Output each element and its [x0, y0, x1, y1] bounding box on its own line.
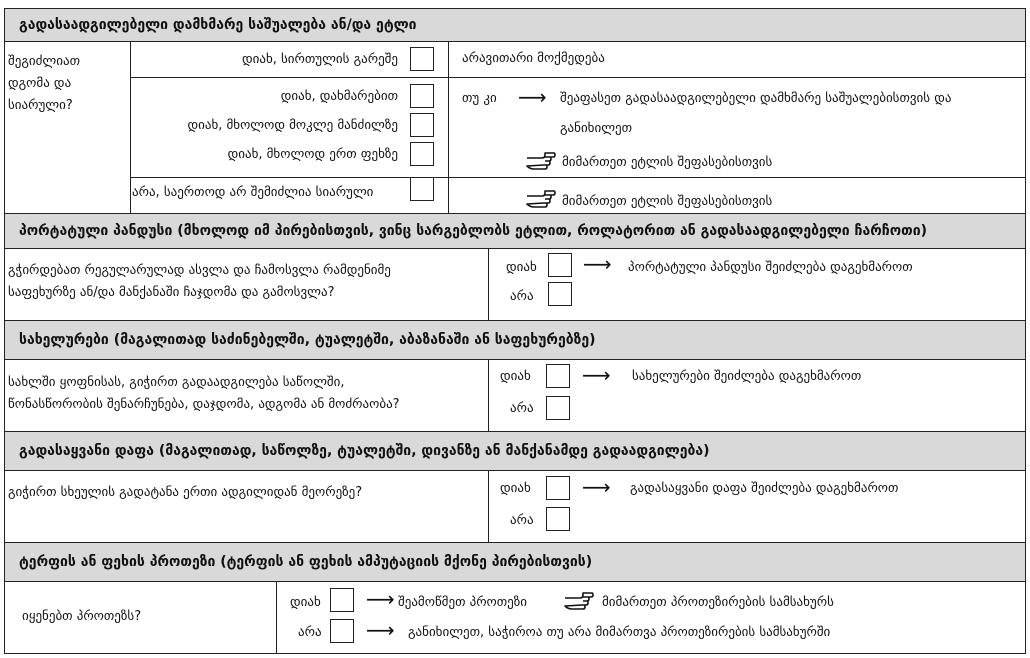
section-header-grab-rails: სახელურები (მაგალითად საძინებელში, ტუალეტში, აბაზანაში ან საფეხურებზე) — [4, 320, 1026, 360]
section-header-transfer-board: გადასაყვანი დაფა (მაგალითად, საწოლზე, ტუალეტში, დივანზე ან მანქანამდე გადაადგილება) — [4, 431, 1026, 471]
question-transfer: გიჭირთ სხეულის გადატანა ერთი ადგილიდან მეორეზე? — [8, 485, 363, 500]
checkbox-transfer-no[interactable] — [546, 507, 570, 531]
pointing-hand-icon — [526, 149, 556, 171]
checkbox-rails-yes[interactable] — [546, 364, 570, 388]
result-transfer: გადასაყვანი დაფა შეიძლება დაგეხმაროთ — [630, 481, 899, 496]
arrow-right-icon: ⟶ — [582, 475, 611, 499]
pointing-hand-icon — [564, 589, 594, 611]
divider — [488, 360, 489, 431]
arrow-right-icon: ⟶ — [518, 85, 547, 109]
divider — [276, 582, 277, 654]
divider — [488, 249, 489, 320]
checkbox-transfer-yes[interactable] — [546, 476, 570, 500]
checkbox-prosthesis-yes[interactable] — [330, 588, 354, 612]
yes-label: დიახ — [290, 595, 321, 610]
question-standing-walking: შეგიძლიათ დგომა და სიარული? — [8, 54, 80, 113]
checkbox-ramp-yes[interactable] — [548, 253, 572, 277]
arrow-right-icon: ⟶ — [583, 252, 612, 276]
checkbox-prosthesis-no[interactable] — [330, 619, 354, 643]
if-yes-label: თუ კი — [462, 91, 497, 106]
checkbox-short-distance[interactable] — [410, 113, 434, 137]
option-cannot-walk: არა, საერთოდ არ შემიძლია სიარული — [132, 185, 374, 200]
result-assess-aid: შეაფასეთ გადასაადგილებელი დამხმარე საშუალებისთვის და — [560, 91, 952, 106]
checkbox-rails-no[interactable] — [546, 396, 570, 420]
question-prosthesis: იყენებთ პროთეზს? — [22, 609, 142, 624]
yes-label: დიახ — [506, 260, 537, 275]
checkbox-one-leg[interactable] — [410, 142, 434, 166]
pointing-hand-icon — [526, 187, 556, 209]
divider — [130, 177, 1025, 178]
section-header-mobility-aid: გადასაადგილებელი დამხმარე საშუალება ან/და ეტლი — [4, 8, 1026, 42]
refer-wheelchair-2: მიმართეთ ეტლის შეფასებისთვის — [562, 194, 773, 209]
divider — [130, 77, 1025, 78]
arrow-right-icon: ⟶ — [582, 363, 611, 387]
checkbox-cannot-walk[interactable] — [410, 177, 434, 201]
result-no-action: არავითარი მოქმედება — [462, 51, 605, 66]
checkbox-no-difficulty[interactable] — [410, 47, 434, 71]
yes-label: დიახ — [500, 481, 531, 496]
refer-wheelchair-1: მიმართეთ ეტლის შეფასებისთვის — [562, 155, 773, 170]
option-with-help: დიახ, დახმარებით — [280, 89, 398, 104]
no-label: არა — [510, 401, 534, 416]
no-label: არა — [510, 513, 534, 528]
section-header-prosthesis: ტერფის ან ფეხის პროთეზი (ტერფის ან ფეხის ამპუტაციის მქონე პირებისთვის) — [4, 542, 1026, 582]
yes-label: დიახ — [500, 369, 531, 384]
option-short-distance: დიახ, მხოლოდ მოკლე მანძილზე — [187, 118, 398, 133]
checkbox-with-help[interactable] — [410, 84, 434, 108]
result-ramp: პორტატული პანდუსი შეიძლება დაგეხმაროთ — [628, 260, 913, 275]
option-one-leg: დიახ, მხოლოდ ერთ ფეხზე — [227, 147, 398, 162]
result-consider: განიხილეთ — [560, 121, 633, 136]
checkbox-ramp-no[interactable] — [548, 282, 572, 306]
no-label: არა — [298, 625, 322, 640]
result-consider-prosthetics: განიხილეთ, საჭიროა თუ არა მიმართვა პროთეზირების სამსახურში — [408, 625, 831, 640]
option-no-difficulty: დიახ, სირთულის გარეშე — [241, 52, 398, 67]
question-ramp: გჭირდებათ რეგულარულად ასვლა და ჩამოსვლა რამდენიმე საფეხურზე ან/და მანქანაში ჩაჯდომა და გამოსვლა? — [8, 263, 391, 300]
no-label: არა — [510, 289, 534, 304]
frame-bottom — [4, 653, 1026, 654]
section-header-ramp: პორტატული პანდუსი (მხოლოდ იმ პირებისთვის, ვინც სარგებლობს ეტლით, როლატორით ან გადასაადგილებელი ჩარჩოთი) — [4, 213, 1026, 249]
result-refer-prosthetics: მიმართეთ პროთეზირების სამსახურს — [602, 595, 834, 610]
arrow-right-icon: ⟶ — [366, 618, 395, 642]
result-check-prosthesis: შეამოწმეთ პროთეზი — [398, 595, 528, 610]
question-grab-rails: სახლში ყოფნისას, გიჭირთ გადაადგილება საწოლში, წონასწორობის შენარჩუნება, დაჯდომა, ადგომა ან მოძრაობა? — [8, 375, 400, 412]
divider — [488, 471, 489, 542]
divider — [130, 42, 131, 213]
result-grab-rails: სახელურები შეიძლება დაგეხმაროთ — [632, 369, 862, 384]
divider — [448, 42, 449, 213]
arrow-right-icon: ⟶ — [366, 587, 395, 611]
